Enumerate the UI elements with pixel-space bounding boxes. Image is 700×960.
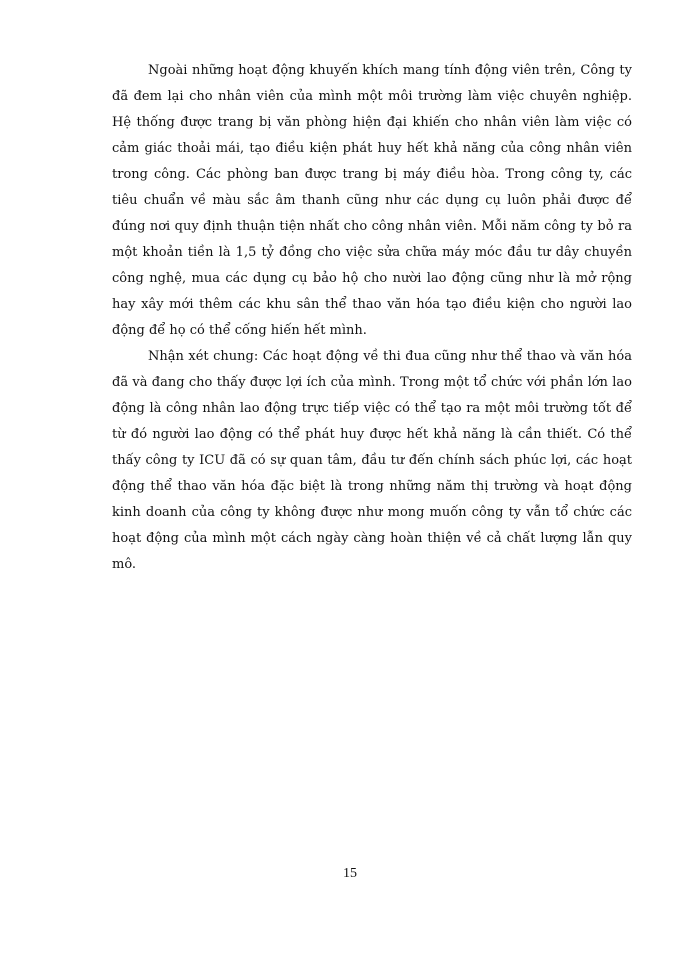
page-number: 15 (343, 866, 357, 881)
paragraph-working-environment: Ngoài những hoạt động khuyến khích mang tính động viên trên, Công ty đã đem lại cho nhân viên của mình một môi trường làm việc chuyên nghiệp. Hệ thống được trang bị văn phòng hiện đại khiến cho nhân viên làm việc có cảm giác thoải mái, tạo điều kiện phát huy hết khả năng của công nhân viên trong công. Các phòng ban được trang bị máy điều hòa. Trong công ty, các tiêu chuẩn về màu sắc âm thanh cũng như các dụng cụ luôn phải được để đúng nơi quy định thuận tiện nhất cho công nhân viên. Mỗi năm công ty bỏ ra một khoản tiền là 1,5 tỷ đồng cho việc sửa chữa máy móc đầu tư dây chuyền công nghệ, mua các dụng cụ bảo hộ cho nười lao động cũng như là mở rộng hay xây mới thêm các khu sân thể thao văn hóa tạo điều kiện cho người lao động để họ có thể cống hiến hết mình. (112, 63, 632, 338)
body-text (112, 58, 632, 578)
paragraph-general-remarks: Nhận xét chung: Các hoạt động về thi đua cũng như thể thao và văn hóa đã và đang cho thấy được lợi ích của mình. Trong một tổ chức với phần lớn lao động là công nhân lao động trực tiếp việc có thể tạo ra một môi trường tốt để từ đó người lao động có thể phát huy được hết khả năng là cần thiết. Có thể thấy công ty ICU đã có sự quan tâm, đầu tư đến chính sách phúc lợi, các hoạt động thể thao văn hóa đặc biệt là trong những năm thị trường và hoạt động kinh doanh của công ty không được như mong muốn công ty vẫn tổ chức các hoạt động của mình một cách ngày càng hoàn thiện về cả chất lượng lẫn quy mô. (112, 349, 632, 572)
